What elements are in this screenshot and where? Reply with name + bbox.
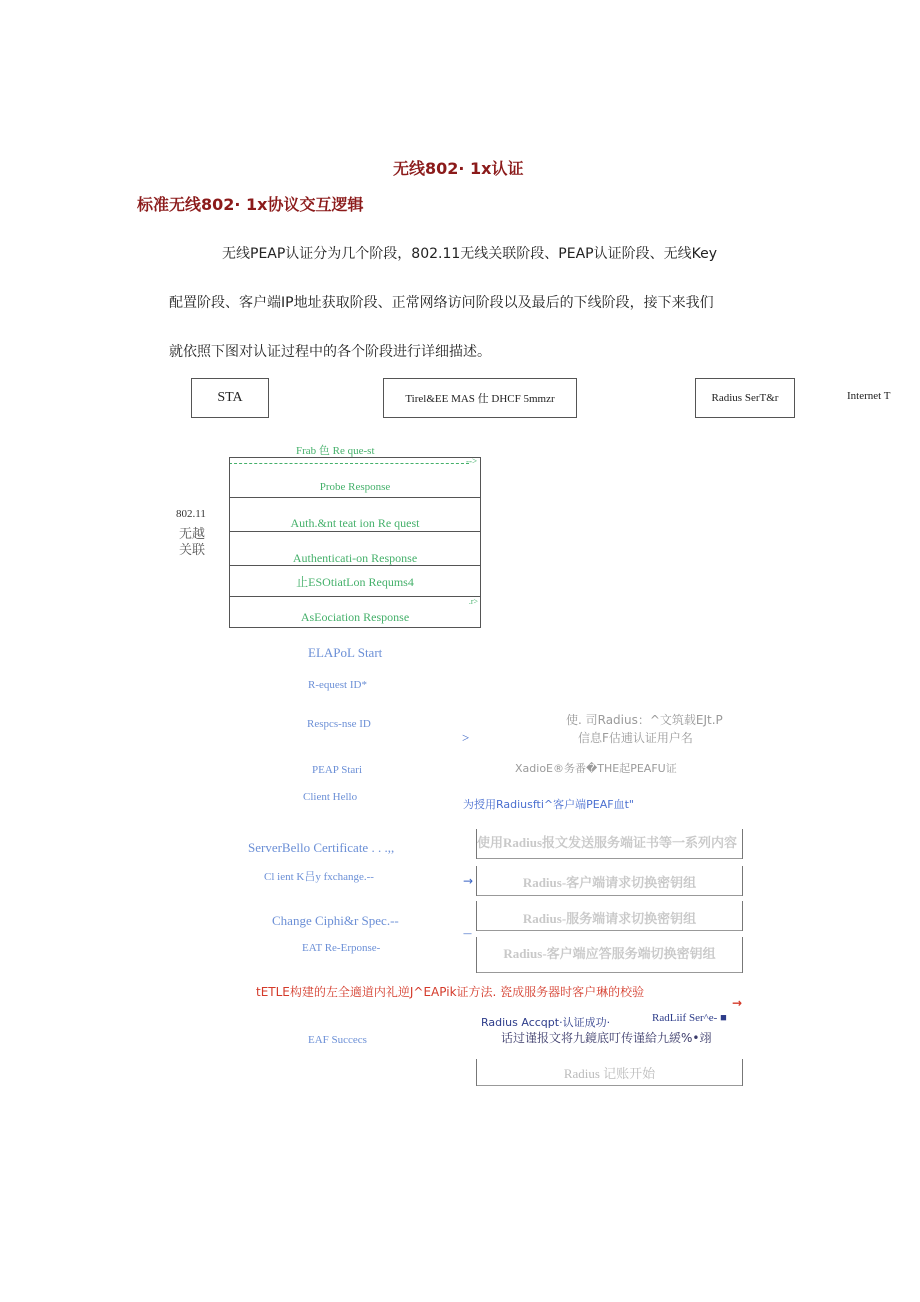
assoc-row-probe-response — [229, 457, 481, 497]
paragraph-line-2: 配置阶段、客户端IP地址获取阶段、正常网络访问阶段以及最后的下线阶段，接下来我们 — [169, 295, 714, 311]
radius-note-3: 为授用Radiusfti^客户端PEAF血t" — [463, 798, 634, 811]
radius-box-client-key-line — [477, 895, 742, 896]
radius-arrow-2: → — [463, 874, 474, 888]
entity-sta-label: STA — [217, 390, 243, 405]
msg-response-id: Respcs-nse ID — [307, 718, 371, 730]
radius-box-server-key-line — [477, 930, 742, 931]
paragraph-line-1: 无线PEAP认证分为几个阶段，802.11无线关联阶段、PEAP认证阶段、无线Key — [222, 246, 717, 262]
msg-probe-response: Probe Response — [319, 481, 391, 493]
msg-client-hello: Client Hello — [303, 791, 358, 803]
phase-label-line3: 关联 — [179, 543, 206, 558]
section-heading: 标准无线802· 1x协议交互逻辑 — [137, 195, 364, 214]
assoc-response-arrowhead: .r> — [468, 597, 478, 606]
radius-box-accounting — [476, 1059, 743, 1086]
radius-note-6: Radius-服务端请求切换密钥组 — [522, 911, 697, 926]
msg-auth-request: Auth.&nt teat ion Re quest — [290, 516, 420, 530]
entity-radius-server — [695, 378, 795, 418]
phase-label-802-11: 802.11 — [176, 508, 206, 520]
msg-eap-success: EAF Succecs — [308, 1034, 367, 1046]
radius-box-server-cert-line — [477, 858, 742, 859]
radius-accept-right-label: RadLiif Ser^e- ■ — [652, 1012, 727, 1024]
radius-note-1-line1: 使. 司Radius：^文筑载EJt.P — [566, 713, 723, 727]
radius-arrow-3: — — [463, 929, 472, 939]
radius-accept-arrow: → — [732, 996, 743, 1010]
radius-accounting-note: Radius 记账开始 — [563, 1066, 656, 1081]
radius-note-5: Radius-客户端请求切换密钥组 — [522, 875, 697, 890]
assoc-row-assoc-request — [229, 565, 481, 596]
paragraph-line-3: 就依照下图对认证过程中的各个阶段进行详细描述。 — [169, 344, 491, 360]
msg-eap-response: EAT Re-Erponse- — [302, 942, 381, 954]
radius-note-4: 使用Radius报文发送服务端证书等一系列内容 — [477, 835, 738, 850]
entity-radius-label: Radius SerT&r — [711, 392, 779, 404]
radius-note-2: XadioE®务番�THE起PEAFU证 — [515, 762, 677, 775]
radius-box-accounting-line — [477, 1085, 742, 1086]
entity-sta — [191, 378, 269, 418]
document-title: 无线802· 1x认证 — [393, 159, 524, 178]
entity-internet: Internet T — [847, 390, 891, 402]
radius-box-server-cert — [476, 829, 743, 859]
msg-probe-request: Frab 色 Re que-st — [296, 445, 375, 457]
radius-box-server-key — [476, 901, 743, 931]
phase-label-line2: 无越 — [179, 527, 206, 542]
msg-peap-start: PEAP Stari — [312, 764, 363, 776]
msg-assoc-request: 止ESOtiatLon Requms4 — [296, 575, 414, 589]
radius-note-7: Radius-客户端应答服务端切换密钥组 — [503, 946, 716, 961]
msg-request-id: R-equest ID* — [308, 679, 367, 691]
radius-accept-line1: Radius Accqpt·认证成功· — [481, 1016, 611, 1029]
radius-arrow-1: > — [462, 730, 470, 745]
radius-note-1-line2: 信息F估逋认证用户名 — [578, 731, 693, 745]
radius-accept-line2: 话过谨报文将九鏡底叮传谨給九緩%•翊 — [501, 1031, 712, 1045]
radius-box-client-answer-line — [477, 972, 742, 973]
radius-box-client-answer — [476, 937, 743, 973]
entity-access-controller — [383, 378, 577, 418]
tls-tunnel-note: tETLE构建的左全適道内礼逆J^EAPik证方法. 瓷成服务器时客户琳的校验 — [256, 985, 645, 999]
probe-request-arrowhead: --> — [466, 456, 478, 466]
msg-server-hello: ServerBello Certificate . . .,, — [248, 840, 395, 855]
assoc-row-auth-response — [229, 531, 481, 565]
assoc-row-auth-request — [229, 497, 481, 531]
msg-change-cipher: Change Ciphi&r Spec.-- — [272, 913, 399, 928]
msg-client-key-exchange: Cl ient K吕y fxchange.-- — [264, 871, 374, 883]
msg-eapol-start: ELAPoL Start — [308, 645, 383, 660]
msg-auth-response: Authenticati-on Response — [292, 551, 418, 565]
assoc-row-assoc-response — [229, 596, 481, 628]
msg-assoc-response: AsEociation Response — [300, 610, 410, 624]
entity-ac-label: Tirel&EE MAS 仕 DHCF 5mmzr — [405, 393, 555, 405]
radius-box-client-key — [476, 866, 743, 896]
